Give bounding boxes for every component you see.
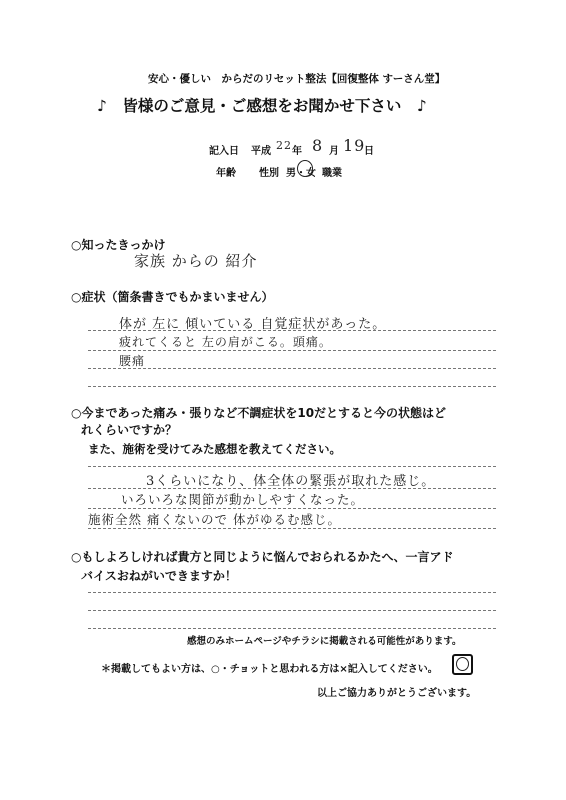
age-label: 年齢: [216, 168, 236, 179]
q4-label-line-2: バイスおねがいできますか！: [81, 569, 237, 583]
q3-answer-line-2[interactable]: いろいろな関節が動かしやすくなった。: [121, 492, 365, 507]
consent-checkbox[interactable]: [452, 654, 473, 675]
q2-rule-4: [88, 386, 496, 387]
q4-rule-1: [88, 592, 496, 593]
q4-rule-3: [88, 628, 496, 629]
q3-label-line-3: また、施術を受けてみた感想を教えてください。: [88, 442, 341, 456]
era-label: 平成: [251, 146, 271, 157]
q2-label: ○症状（箇条書きでもかまいません）: [71, 290, 274, 304]
q3-label-line-2: れくらいですか？: [81, 423, 178, 437]
day-unit: 日: [364, 146, 374, 157]
gender-circle-mark: [297, 160, 313, 177]
gender-label: 性別: [259, 168, 279, 179]
form-subtitle: 安心・優しい からだのリセット整法【回復整体 すーさん堂】: [148, 73, 446, 85]
entry-date-label: 記入日: [209, 146, 239, 157]
q3-label-line-1: ○今まであった痛み・張りなど不調症状を10だとすると今の状態はど: [71, 406, 447, 420]
form-title: ♪ 皆様のご意見・ご感想をお聞かせ下さい ♪: [97, 97, 427, 115]
footer-note-publication: 感想のみホームページやチラシに掲載される可能性があります。: [187, 636, 462, 647]
q3-rule-2: [88, 488, 496, 489]
q2-rule-1: [88, 330, 496, 331]
year-value[interactable]: 22: [276, 139, 292, 152]
q2-rule-2: [88, 350, 496, 351]
q1-label: ○知ったきっかけ: [71, 238, 166, 252]
q2-answer-line-3[interactable]: 腰痛: [119, 354, 146, 368]
year-unit: 年: [292, 146, 302, 157]
q3-answer-line-1[interactable]: 3くらいになり、体全体の緊張が取れた感じ。: [146, 474, 436, 489]
job-label: 職業: [322, 168, 342, 179]
q3-rule-3: [88, 508, 496, 509]
footer-note-consent: ＊掲載してもよい方は、○・チョットと思われる方は×記入してください。: [101, 664, 438, 675]
q2-answer-line-2[interactable]: 疲れてくると 左の肩がこる。頭痛。: [119, 335, 332, 349]
q3-answer-line-3[interactable]: 施術全然 痛くないので 体がゆるむ感じ。: [88, 512, 341, 527]
footer-thanks: 以上ご協力ありがとうございます。: [317, 688, 477, 699]
q2-answer-line-1[interactable]: 体が 左に 傾いている 自覚症状があった。: [119, 317, 387, 332]
month-value[interactable]: 8: [312, 136, 324, 155]
q4-label-line-1: ○もしよろしければ貴方と同じように悩んでおられるかたへ、一言アド: [71, 550, 454, 564]
q3-rule-4: [88, 528, 496, 529]
q2-rule-3: [88, 368, 496, 369]
day-value[interactable]: 19: [343, 136, 366, 155]
q3-rule-1: [88, 466, 496, 467]
gender-options[interactable]: 男・女: [286, 168, 316, 179]
month-unit: 月: [329, 146, 339, 157]
q1-answer[interactable]: 家族 からの 紹介: [134, 252, 258, 270]
q4-rule-2: [88, 610, 496, 611]
